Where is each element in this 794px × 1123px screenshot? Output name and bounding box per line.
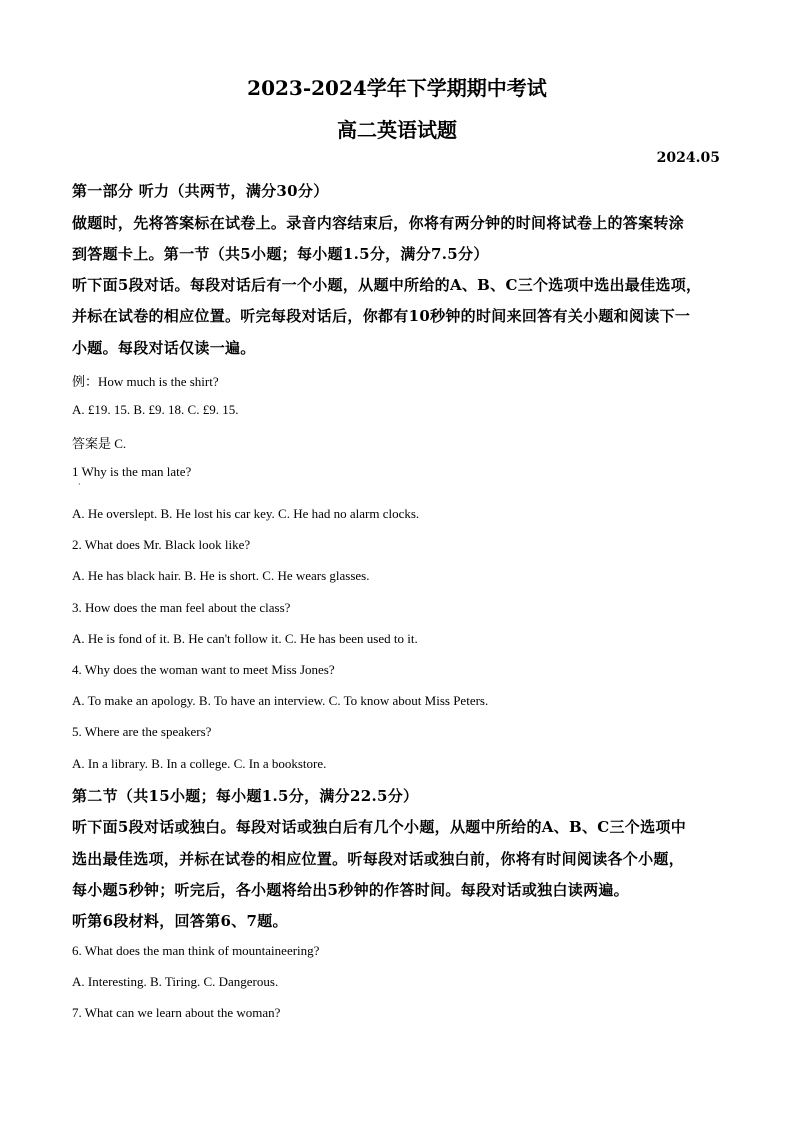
instruction-line: 并标在试卷的相应位置。听完每段对话后，你都有10秒钟的时间来回答有关小题和阅读下一 (72, 307, 691, 325)
material-heading: 听第6段材料，回答第6、7题。 (72, 912, 288, 930)
question-5: 5. Where are the speakers? (72, 724, 212, 739)
instruction-line: 每小题5秒钟；听完后，各小题将给出5秒钟的作答时间。每段对话或独白读两遍。 (72, 881, 629, 899)
options-1: A. He overslept. B. He lost his car key. C. He had no alarm clocks. (72, 506, 420, 521)
question-7: 7. What can we learn about the woman? (72, 1005, 281, 1020)
question-2: 2. What does Mr. Black look like? (72, 537, 251, 552)
stray-dot: · (78, 480, 81, 489)
instruction-line: 小题。每段对话仅读一遍。 (72, 339, 256, 357)
instruction-line: 到答题卡上。第一节（共5小题；每小题1.5分，满分7.5分） (72, 245, 489, 263)
example-question: 例：How much is the shirt? (72, 374, 219, 389)
options-4: A. To make an apology. B. To have an interview. C. To know about Miss Peters. (72, 693, 489, 708)
exam-title: 2023-2024学年下学期期中考试 (247, 76, 547, 100)
exam-date: 2024.05 (656, 150, 720, 166)
options-3: A. He is fond of it. B. He can't follow it. C. He has been used to it. (72, 631, 418, 646)
exam-subtitle: 高二英语试题 (337, 118, 457, 142)
options-2: A. He has black hair. B. He is short. C. He wears glasses. (72, 568, 370, 583)
options-5: A. In a library. B. In a college. C. In a bookstore. (72, 756, 327, 771)
instruction-line: 听下面5段对话。每段对话后有一个小题，从题中所给的A、B、C三个选项中选出最佳选项， (72, 276, 702, 294)
instruction-line: 听下面5段对话或独白。每段对话或独白后有几个小题，从题中所给的A、B、C三个选项中 (72, 818, 686, 836)
options-6: A. Interesting. B. Tiring. C. Dangerous. (72, 974, 279, 989)
example-answer: 答案是 C. (72, 436, 127, 451)
question-1: 1 Why is the man late? (72, 464, 192, 479)
question-6: 6. What does the man think of mountaineering? (72, 943, 320, 958)
section-heading: 第二节（共15小题；每小题1.5分，满分22.5分） (72, 787, 419, 805)
instruction-line: 做题时，先将答案标在试卷上。录音内容结束后，你将有两分钟的时间将试卷上的答案转涂 (72, 214, 685, 232)
question-4: 4. Why does the woman want to meet Miss Jones? (72, 662, 335, 677)
question-3: 3. How does the man feel about the class? (72, 600, 291, 615)
example-options: A. £19. 15. B. £9. 18. C. £9. 15. (72, 402, 239, 417)
instruction-line: 选出最佳选项，并标在试卷的相应位置。听每段对话或独白前，你将有时间阅读各个小题， (72, 850, 685, 868)
section-heading: 第一部分 听力（共两节，满分30分） (72, 182, 329, 200)
